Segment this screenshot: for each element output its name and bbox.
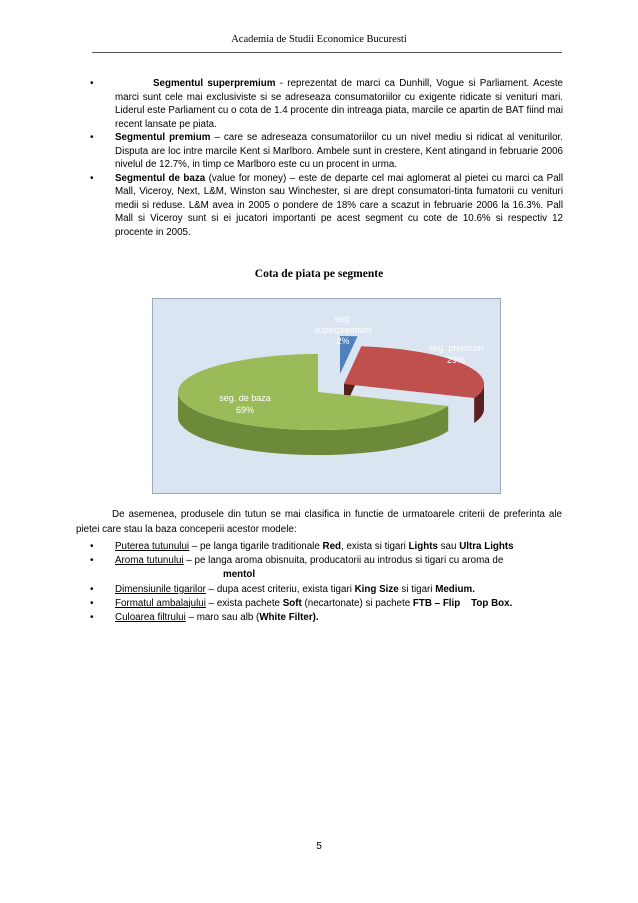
- bullet-icon: •: [90, 597, 94, 609]
- page-number: 5: [316, 841, 322, 852]
- bullet-text: - reprezentat de marci ca Dunhill, Vogue si Parliament. Aceste marci sunt cele mai exclusiviste si se adreseaza consumatoriilor cu exigente ridicate si venituri mari. Liderul este Parliament cu o cota de 1.4 procente din intreaga piata, marcile ce apartin de BAT fiind mai recent lansate pe piata.: [115, 78, 563, 130]
- criterion-bold: White Filter).: [259, 612, 319, 624]
- criterion-bold: Top Box.: [471, 597, 513, 609]
- bullet-text: (value for money) – este de departe cel mai aglomerat al pietei cu marci ca Pall Mall, Viceroy, Next, L&M, Winston sau Winchester, si are drept consumatori-tinta fumatorii cu venituri medii si reduse. L&M avea in 2005 o pondere de 18% care a scazut in februarie 2006 la 16.3%. Pall Mall si Viceroy sunt si ei jucatori importanti pe acest segment cu cote de 10.6% si respectiv 12 procente in 2005.: [115, 172, 563, 238]
- list-item: [90, 77, 563, 131]
- criteria-list: [90, 540, 563, 625]
- criterion-bold: mentol: [223, 569, 256, 581]
- bullet-icon: •: [90, 541, 94, 552]
- label-premium: seg. premium: [428, 343, 484, 353]
- criterion-label: Culoarea filtrului: [115, 612, 186, 624]
- criterion-bold: Ultra Lights: [459, 541, 514, 552]
- list-item: [90, 611, 563, 625]
- intro-paragraph: De asemenea, produsele din tutun se mai clasifica in functie de urmatoarele criterii de preferinta ale pietei care stau la baza conceperii acestor modele:: [76, 509, 562, 535]
- criterion-bold: FTB – Flip: [412, 597, 461, 609]
- label-superpremium-2: superpremium: [314, 325, 372, 335]
- criterion-label: Dimensiunile tigarilor: [115, 583, 206, 595]
- criterion-bold: Lights: [408, 541, 438, 552]
- criterion-text: – exista pachete: [205, 597, 283, 609]
- bullet-icon: •: [90, 555, 94, 567]
- list-item: [90, 540, 563, 554]
- page-header: Academia de Studii Economice Bucuresti: [231, 34, 407, 45]
- criterion-text: , exista si tigari: [341, 541, 409, 552]
- value-baza: 69%: [235, 405, 255, 415]
- criterion-bold: Medium.: [435, 583, 475, 595]
- label-superpremium-1: seg.: [334, 314, 352, 324]
- bullet-text: – care se adreseaza consumatoriilor cu un nivel mediu si ridicat al veniturilor. Disputa are loc intre marcile Kent si Marlboro. Ambele sunt in crestere, Kent atingand in februarie 2006 nivelul de 12.7%, in timp ce Marlboro este cu un procent in urma.: [115, 132, 563, 170]
- header-rule: [92, 52, 562, 53]
- value-premium: 29%: [446, 355, 466, 365]
- bullet-icon: •: [90, 583, 94, 595]
- bullet-label: Segmentul superpremium: [153, 78, 276, 89]
- criterion-text: – pe langa aroma obisnuita, producatorii au introdus si tigari cu aroma de: [183, 555, 504, 567]
- segment-list: [90, 77, 563, 239]
- bullet-label: Segmentul de baza: [115, 172, 206, 184]
- criterion-label: Formatul ambalajului: [115, 597, 206, 609]
- list-item: [90, 172, 563, 240]
- criterion-label: Aroma tutunului: [115, 555, 184, 567]
- pie-chart: [152, 298, 501, 494]
- value-superpremium: 2%: [336, 336, 350, 346]
- criterion-text: – maro sau alb (: [185, 612, 260, 624]
- bullet-icon: •: [90, 132, 94, 143]
- chart-title: Cota de piata pe segmente: [254, 268, 384, 280]
- list-item: [90, 554, 563, 582]
- bullet-icon: •: [90, 78, 94, 89]
- criterion-text: si tigari: [398, 583, 436, 595]
- pie-chart-svg: [153, 299, 500, 493]
- criterion-label: Puterea tutunului: [115, 541, 190, 552]
- criterion-text: [460, 598, 471, 609]
- criterion-text: – dupa acest criteriu, exista tigari: [205, 583, 355, 595]
- bullet-label: Segmentul premium: [115, 132, 211, 143]
- list-item: [90, 597, 563, 611]
- label-baza: seg. de baza: [219, 393, 271, 403]
- criterion-bold: King Size: [354, 583, 399, 595]
- list-item: [90, 131, 563, 172]
- criterion-text: – pe langa tigarile traditionale: [189, 541, 323, 552]
- criterion-bold: Soft: [282, 597, 302, 609]
- bullet-icon: •: [90, 612, 94, 624]
- criterion-text: sau: [437, 541, 460, 552]
- list-item: [90, 583, 563, 597]
- bullet-icon: •: [90, 172, 94, 184]
- criterion-text: (necartonate) si pachete: [301, 597, 413, 609]
- criterion-bold: Red: [322, 541, 342, 552]
